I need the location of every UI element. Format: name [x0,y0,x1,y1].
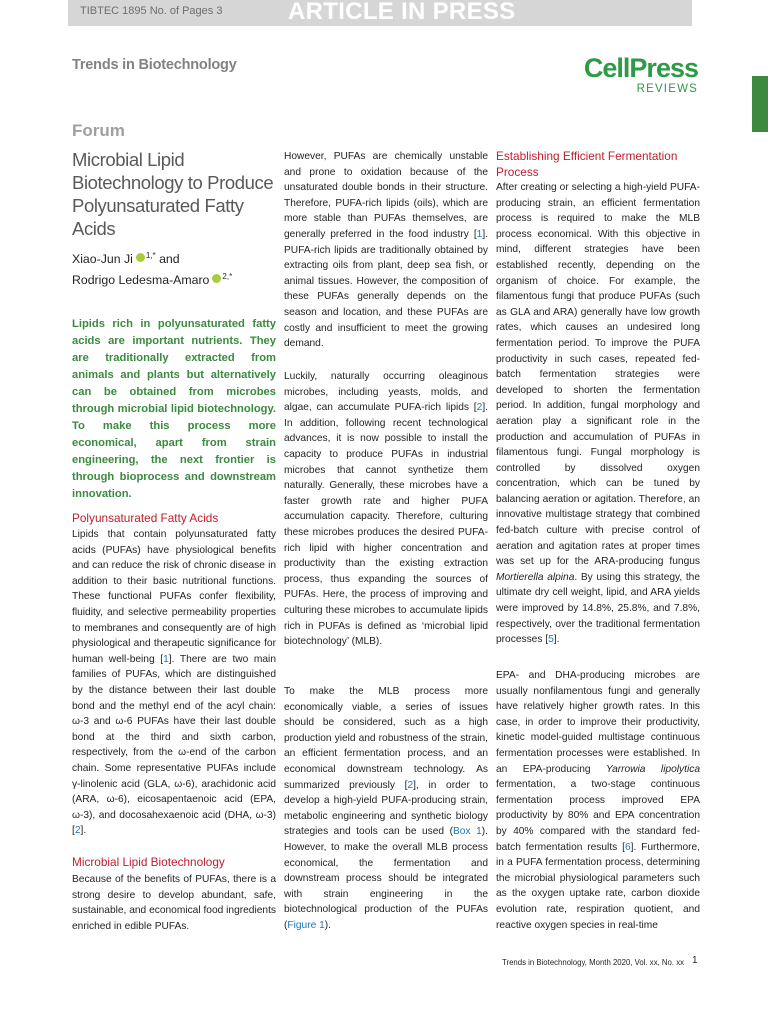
text: fermentation, a two-stage continuous fermentation process improved EPA productivity by 80% and EPA concentration by 40% compared with the standard fed-batch fermentation results [ [496,779,700,853]
citation-link[interactable]: 5 [548,634,554,646]
text: . By using this strategy, the ultimate dry cell weight, lipid, and ARA yields were improved by 14.8%, 25.8%, and 7.8%, respectively, over the traditional fermentation processes [ [496,571,700,646]
author-2: Rodrigo Ledesma-Amaro [72,273,210,287]
article-type: Forum [72,121,125,140]
article-in-press-label: ARTICLE IN PRESS [288,0,516,25]
paragraph-fermentation [496,180,700,648]
logo-sub-text: REVIEWS [636,83,698,95]
footer-citation: Trends in Biotechnology, Month 2020, Vol. xx, No. xx [502,958,685,967]
page-number: 1 [692,955,698,966]
cellpress-logo [578,53,698,96]
text: ). [324,919,332,931]
heading-fermentation-process: Establishing Efficient Fermentation Process [496,149,678,179]
citation-link[interactable]: 1 [163,653,169,665]
author-2-affiliation: 2,* [222,272,233,281]
text: Luckily, naturally occurring oleaginous microbes, including yeasts, molds, and algae, can accumulate PUFA-rich lipids [ [284,371,488,414]
paragraph-pufa-stability [284,149,488,352]
species-name: Mortierella alpina [496,571,575,583]
article-title: Microbial Lipid Biotechnology to Produce Polyunsaturated Fatty Acids [72,149,274,239]
text: To make the MLB process more economically viable, a series of issues should be considered, such as a high production yield and robustness of the strain, an efficient fermentation process, and an economical downstream technology. As summarized previously [ [284,686,488,791]
text: Lipids that contain polyunsaturated fatty acids (PUFAs) have physiological benefits and can reduce the risk of chronic disease in addition to their basic nutritional functions. These functional PUFAs confer flexibility, fluidity, and selective permeability properties to membranes and consequently are of high physiological and therapeutic significance for human well-being [ [72,529,276,665]
heading-polyunsaturated-fatty-acids: Polyunsaturated Fatty Acids [72,511,219,525]
author-1-affiliation: 1,* [145,251,156,260]
citation-link[interactable]: 2 [74,825,81,837]
text: ]. In addition, following recent technological advances, it is now possible to install the capacity to produce PUFAs in industrial microbes that cannot synthetize them naturally. Generally, these microbes have a faster growth rate and higher PUFA accumulation capacity. Therefore, culturing these microbes produces the desired PUFA-rich lipid with higher concentration and productivity than the existing extraction process, thus expanding the sources of PUFAs. Here, the process of improving and culturing these microbes to accumulate lipids rich in PUFAs is defined as ‘microbial lipid biotechnology’ (MLB). [284,402,488,648]
journal-name: Trends in Biotechnology [72,57,237,73]
text: ], in order to develop a high-yield PUFA-producing strain, metabolic engineering and synthetic biology strategies and tools can be used ( [284,779,488,838]
text: EPA- and DHA-producing microbes are usually nonfilamentous fungi and generally have relatively higher growth rates. In this case, in order to improve their productivity, kinetic model-guided multistage continuous fermentation processes were established. In an EPA-producing [496,670,700,775]
orcid-icon[interactable] [136,253,145,262]
citation-link[interactable]: 2 [476,402,483,414]
text: ]. Furthermore, in a PUFA fermentation process, determining the microbial physiological parameters such as the oxygen uptake rate, carbon dioxide evolution rate, respiration quotient, and reactive oxygen species in real-time [496,841,700,931]
text: ). However, to make the overall MLB process economical, the fermentation and downstream process should be integrated with strain engineering in the biotechnological production of the PUFAs ( [284,826,488,931]
citation-link[interactable]: 1 [476,228,483,240]
manuscript-id: TIBTEC 1895 No. of Pages 3 [80,5,223,17]
paragraph-epa-dha [496,668,700,933]
heading-microbial-lipid-biotechnology: Microbial Lipid Biotechnology [72,855,225,869]
paragraph-mlb-process [284,684,488,934]
paragraph-pufa [72,527,276,839]
text: ]. There are two main families of PUFAs, which are distinguished by the distance between their last double bond and the methyl end of the acyl chain: ω-3 and ω-6 PUFAs have their last double bond at the third and sixth carbon, respectively, from the ω-end of the carbon chain. Some representative PUFAs include γ-linolenic acid (GLA, ω-6), arachidonic acid (ARA, ω-6), eicosapentaenoic acid (EPA, ω-3), and docosahexaenoic acid (DHA, ω-3) [ [72,653,276,837]
orcid-icon[interactable] [212,274,221,283]
text: ]. [80,825,87,837]
abstract: Lipids rich in polyunsaturated fatty acids are important nutrients. They are traditionally extracted from animals and plants but alternatively can be obtained from microbes through microbial lipid biotechnology. To make this process more economical, apart from strain engineering, the next frontier is through bioprocess and downstream innovation. [72,318,276,500]
citation-link[interactable]: 6 [624,841,631,853]
author-1: Xiao-Jun Ji [72,252,133,266]
box-link[interactable]: Box 1 [453,826,482,838]
text: ]. PUFA-rich lipids are traditionally obtained by extracting oils from plant, deep sea fish, or animal tissues. However, the composition of these PUFAs generally depends on the season and location, and these PUFAs are costly and insufficient to meet the growing demand. [284,228,488,350]
paragraph-mlb-intro: Because of the benefits of PUFAs, there is a strong desire to develop abundant, safe, sustainable, and economical food ingredients enriched in edible PUFAs. [72,874,276,932]
authors-and: and [159,252,180,266]
side-tab [752,76,768,132]
logo-main-text: CellPress [583,53,698,83]
text: ]. [553,634,560,646]
text: After creating or selecting a high-yield PUFA-producing strain, an efficient fermentation process is required to make the MLB process economical. With this objective in mind, different strategies have been established recently, depending on the organism of choice. For example, the filamentous fungi that produce PUFAs (such as GLA and ARA) generally have low growth rates, which causes an undesired long fermentation period. To improve the PUFA productivity in such cases, repeated fed-batch fermentation strategies were developed to shorten the fermentation period. In addition, fungal morphology and aeration play a significant role in the production and accumulation of PUFAs in filamentous fungi. Fungal morphology is controlled by dissolved oxygen concentration, which can be tuned by balancing aeration or agitation. Therefore, an innovative multistage strategy that combined fed-batch culture with precise control of aeration and agitation rates at proper times was set up for the ARA-producing fungus [496,182,700,568]
text: However, PUFAs are chemically unstable and prone to oxidation because of the unsaturated double bonds in their structure. Therefore, PUFA-rich lipids (oils), which are more stable than PUFAs themselves, are generally preferred in the food industry [ [284,151,488,240]
figure-link[interactable]: Figure 1 [287,919,325,931]
authors [72,247,277,289]
paragraph-oleaginous-microbes [284,369,488,650]
citation-link[interactable]: 2 [407,779,414,791]
species-name: Yarrowia lipolytica [606,763,701,775]
